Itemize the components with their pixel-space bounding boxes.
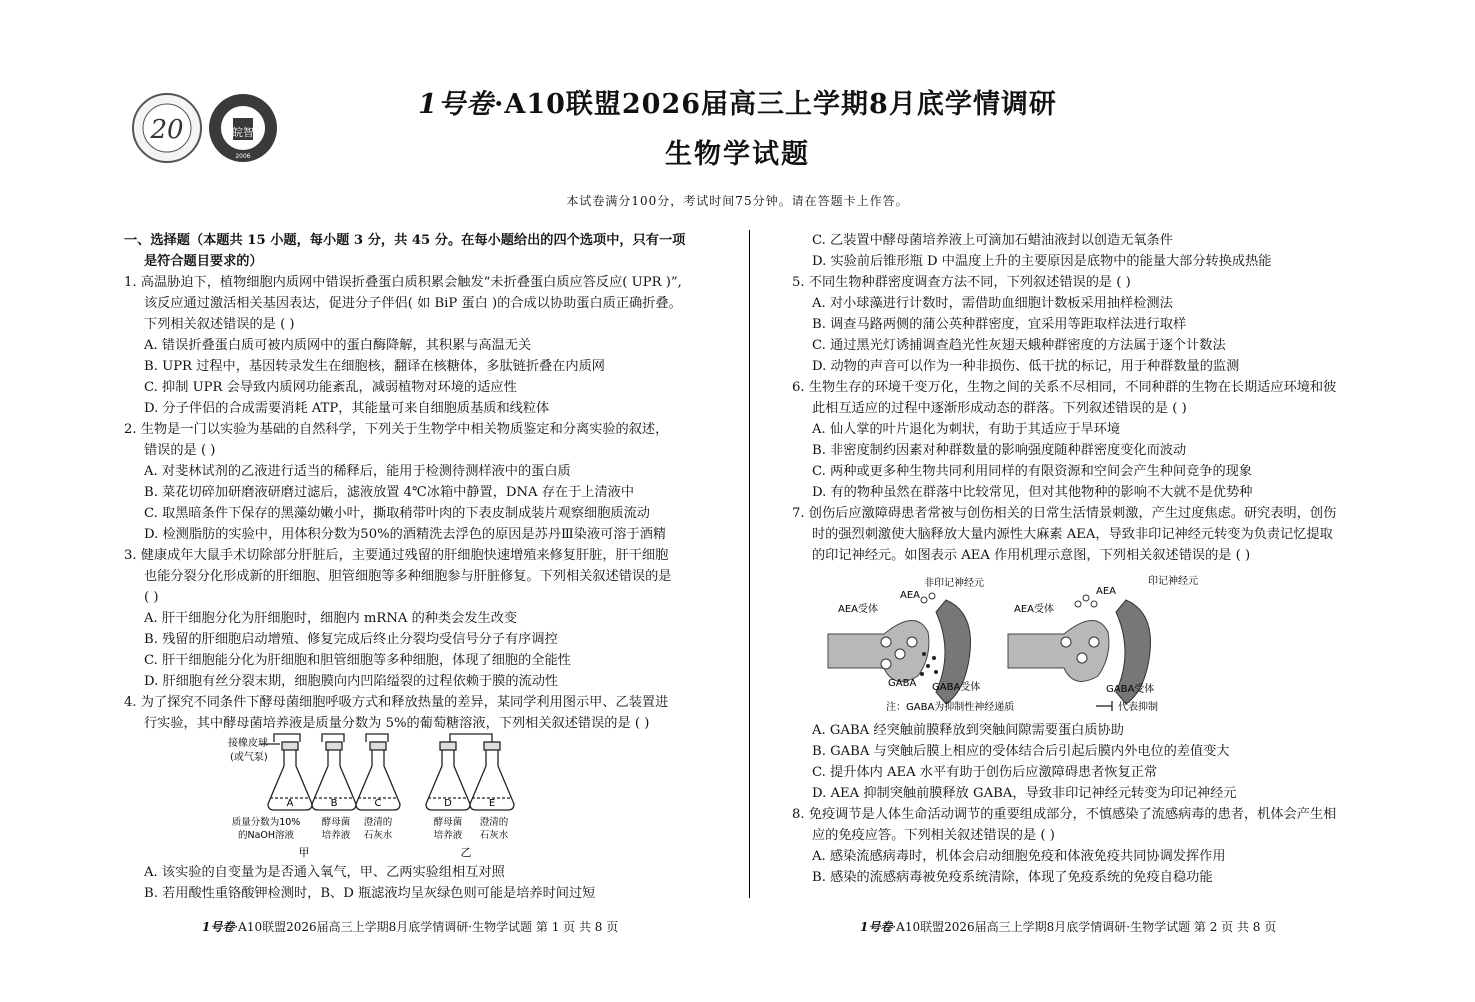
q3-option-d: D. 肝细胞有丝分裂末期，细胞膜向内凹陷缢裂的过程依赖于膜的流动性 xyxy=(144,674,559,689)
left-column xyxy=(124,230,739,734)
flask-e-letter: E xyxy=(488,798,496,809)
q8-option-b: B. 感染的流感病毒被免疫系统清除，体现了免疫系统的免疫自稳功能 xyxy=(812,870,1213,885)
q7-option-a: A. GABA 经突触前膜释放到突触间隙需要蛋白质协助 xyxy=(812,723,1124,738)
q6-option-c: C. 两种或更多种生物共同利用同样的有限资源和空间会产生种间竞争的现象 xyxy=(812,464,1253,479)
q2-stem: 2. 生物是一门以实验为基础的自然科学，下列关于生物学中相关物质鉴定和分离实验的叙述， xyxy=(124,422,669,437)
q4-option-b: B. 若用酸性重铬酸钾检测时，B、D 瓶滤液均呈灰绿色则可能是培养时间过短 xyxy=(144,886,596,901)
q7-option-c: C. 提升体内 AEA 水平有助于创伤后应激障碍患者恢复正常 xyxy=(812,765,1158,780)
inhibition-legend: 代表抑制 xyxy=(1118,702,1158,713)
q3-stem: 3. 健康成年大鼠手术切除部分肝脏后，主要通过残留的肝细胞快速增殖来修复肝脏，肝干细胞 xyxy=(124,548,669,563)
flask-c-label-2: 石灰水 xyxy=(363,830,393,841)
vesicle xyxy=(1061,637,1071,647)
q1-stem: 1. 高温胁迫下，植物细胞内质网中错误折叠蛋白质积累会触发“未折叠蛋白质应答反应( UPR )”, xyxy=(124,275,682,290)
imprint-label: 印记神经元 xyxy=(1148,576,1198,587)
footer-right-text: ·A10联盟2026届高三上学期8月底学情调研·生物学试题 第 2 页 共 8 页 xyxy=(892,920,1277,934)
vesicle xyxy=(881,659,891,669)
flask-d-label-2: 培养液 xyxy=(433,830,463,841)
q1-stem-2: 该反应通过激活相关基因表达，促进分子伴侣( 如 BiP 蛋白 )的合成以协助蛋白质正确折叠。 xyxy=(144,296,682,311)
gaba-receptor-label-2: GABA受体 xyxy=(1106,684,1155,695)
q7-option-d: D. AEA 抑制突触前膜释放 GABA，导致非印记神经元转变为印记神经元 xyxy=(812,786,1237,801)
wanzhi-logo-year: 2006 xyxy=(235,153,251,160)
section-header-cont: 是符合题目要求的） xyxy=(144,254,263,269)
q6-stem-2: 此相互适应的过程中逐渐形成动态的群落。下列叙述错误的是 ( ) xyxy=(812,401,1187,416)
q6-option-a: A. 仙人掌的叶片退化为刺状，有助于其适应于旱环境 xyxy=(812,422,1121,437)
q7-option-b: B. GABA 与突触后膜上相应的受体结合后引起后膜内外电位的差值变大 xyxy=(812,744,1230,759)
q3-option-b: B. 残留的肝细胞启动增殖、修复完成后终止分裂均受信号分子有序调控 xyxy=(144,632,558,647)
presynaptic-terminal-2 xyxy=(1008,620,1109,681)
flask-e-label-1: 澄清的 xyxy=(479,817,509,828)
flask-b-label-1: 酵母菌 xyxy=(321,817,351,828)
right-column xyxy=(792,230,1392,566)
q7-stem-2: 时的强烈刺激使大脑释放大量内源性大麻素 AEA，导致非印记神经元转变为负责记忆提取 xyxy=(812,527,1333,542)
q3-option-c: C. 肝干细胞能分化为肝细胞和胆管细胞等多种细胞，体现了细胞的全能性 xyxy=(144,653,571,668)
q1-option-d: D. 分子伴侣的合成需要消耗 ATP，其能量可来自细胞质基质和线粒体 xyxy=(144,401,550,416)
vesicle xyxy=(907,637,917,647)
flask-a-label-1: 质量分数为10% xyxy=(231,817,301,828)
q8-option-a: A. 感染流感病毒时，机体会启动细胞免疫和体液免疫共同协调发挥作用 xyxy=(812,849,1226,864)
group-yi-label: 乙 xyxy=(460,846,472,859)
q3-option-a: A. 肝干细胞分化为肝细胞时，细胞内 mRNA 的种类会发生改变 xyxy=(144,611,518,626)
q7-stem-3: 的印记神经元。如图表示 AEA 作用机理示意图，下列相关叙述错误的是 ( ) xyxy=(812,548,1251,563)
q2-option-b: B. 菜花切碎加研磨液研磨过滤后，滤液放置 4℃冰箱中静置，DNA 存在于上清液中 xyxy=(144,485,635,500)
section-header: 一、选择题（本题共 15 小题，每小题 3 分，共 45 分。在每小题给出的四个选项中，只有一项 xyxy=(124,233,686,248)
exam-subtitle: 生物学试题 xyxy=(665,139,810,170)
q1-option-b: B. UPR 过程中，基因转录发生在细胞核，翻译在核糖体，多肽链折叠在内质网 xyxy=(144,359,605,374)
non-imprint-label: 非印记神经元 xyxy=(924,578,984,589)
flask-d-label-1: 酵母菌 xyxy=(433,817,463,828)
q4-option-c: C. 乙装置中酵母菌培养液上可滴加石蜡油液封以创造无氧条件 xyxy=(812,233,1173,248)
aea-receptor-label-1: AEA受体 xyxy=(838,604,878,615)
flask-b-letter: B xyxy=(330,798,338,809)
flask-e-label-2: 石灰水 xyxy=(479,830,509,841)
q5-option-c: C. 通过黑光灯诱捕调查趋光性灰翅天蛾种群密度的方法属于逐个计数法 xyxy=(812,338,1226,353)
q6-option-d: D. 有的物种虽然在群落中比较常见，但对其他物种的影响不大就不是优势种 xyxy=(812,485,1253,500)
footer-right-brand: 1号卷 xyxy=(860,920,893,934)
q5-stem: 5. 不同生物种群密度调查方法不同，下列叙述错误的是 ( ) xyxy=(792,275,1131,290)
presynaptic-terminal-1 xyxy=(828,620,929,681)
left-column-bottom xyxy=(124,862,739,904)
q2-option-c: C. 取黑暗条件下保存的黑藻幼嫩小叶，撕取稍带叶肉的下表皮制成装片观察细胞质流动 xyxy=(144,506,650,521)
q7-stem: 7. 创伤后应激障碍患者常被与创伤相关的日常生活情景刺激，产生过度焦虑。研究表明，创伤 xyxy=(792,506,1337,521)
gaba-receptor-label-1: GABA受体 xyxy=(932,682,981,693)
q8-stem: 8. 免疫调节是人体生命活动调节的重要组成部分，不慎感染了流感病毒的患者，机体会产生相 xyxy=(792,807,1337,822)
footer-right xyxy=(860,918,1276,935)
q2-option-d: D. 检测脂肪的实验中，用体积分数为50%的酒精洗去浮色的原因是苏丹Ⅲ染液可溶于酒精 xyxy=(144,527,667,542)
group-jia-label: 甲 xyxy=(298,846,310,859)
footer-left-text: ·A10联盟2026届高三上学期8月底学情调研·生物学试题 第 1 页 共 8 页 xyxy=(234,920,619,934)
pump-label-2: (或气泵) xyxy=(230,752,268,763)
vesicle xyxy=(1089,637,1099,647)
exam-title-text: ·A10联盟2026届高三上学期8月底学情调研 xyxy=(493,89,1057,120)
right-column-bottom xyxy=(792,720,1392,888)
brand-mark: 1号卷 xyxy=(418,89,494,120)
flask-c-letter: C xyxy=(374,798,382,809)
aea-label-1: AEA xyxy=(900,590,920,601)
footer-left-brand: 1号卷 xyxy=(202,920,235,934)
column-divider xyxy=(749,230,750,898)
q2-stem-2: 错误的是 ( ) xyxy=(144,443,216,458)
vesicle xyxy=(881,637,891,647)
q6-stem: 6. 生物生存的环境千变万化，生物之间的关系不尽相同，不同种群的生物在长期适应环境和彼 xyxy=(792,380,1337,395)
vesicle xyxy=(1077,653,1087,663)
q3-stem-3: ( ) xyxy=(144,590,159,605)
figure-footnote: 注：GABA为抑制性神经递质 xyxy=(886,702,1015,713)
q5-option-d: D. 动物的声音可以作为一种非损伤、低干扰的标记，用于种群数量的监测 xyxy=(812,359,1240,374)
q1-option-c: C. 抑制 UPR 会导致内质网功能紊乱，减弱植物对环境的适应性 xyxy=(144,380,517,395)
q1-option-a: A. 错误折叠蛋白质可被内质网中的蛋白酶降解，其积累与高温无关 xyxy=(144,338,532,353)
flask-c-label-1: 澄清的 xyxy=(363,817,393,828)
q4-stem-2: 行实验，其中酵母菌培养液是质量分数为 5%的葡萄糖溶液，下列相关叙述错误的是 ( ) xyxy=(144,716,650,731)
gaba-label: GABA xyxy=(888,678,917,689)
q6-option-b: B. 非密度制约因素对种群数量的影响强度随种群密度变化而波动 xyxy=(812,443,1187,458)
q4-option-d: D. 实验前后锥形瓶 D 中温度上升的主要原因是底物中的能量大部分转换成热能 xyxy=(812,254,1272,269)
q7-synapse-figure xyxy=(824,572,1344,718)
exam-note: 本试卷满分100分，考试时间75分钟。请在答题卡上作答。 xyxy=(566,194,909,208)
q4-option-a: A. 该实验的自变量为是否通入氧气，甲、乙两实验组相互对照 xyxy=(144,865,505,880)
q3-stem-2: 也能分裂分化形成新的肝细胞、胆管细胞等多种细胞参与肝脏修复。下列相关叙述错误的是 xyxy=(144,569,672,584)
pump-label-1: 接橡皮球 xyxy=(228,738,268,749)
aea-receptor-label-2: AEA受体 xyxy=(1014,604,1054,615)
flask-b-label-2: 培养液 xyxy=(321,830,351,841)
q8-stem-2: 应的免疫应答。下列相关叙述错误的是 ( ) xyxy=(812,828,1055,843)
q4-apparatus-figure xyxy=(222,732,522,860)
q4-stem: 4. 为了探究不同条件下酵母菌细胞呼吸方式和释放热量的差异，某同学利用图示甲、乙装置进 xyxy=(124,695,669,710)
q2-option-a: A. 对斐林试剂的乙液进行适当的稀释后，能用于检测待测样液中的蛋白质 xyxy=(144,464,571,479)
alliance-logo-number: 20 xyxy=(150,115,184,145)
flask-a-label-2: 的NaOH溶液 xyxy=(237,830,295,841)
vesicle xyxy=(895,649,905,659)
q1-stem-3: 下列相关叙述错误的是 ( ) xyxy=(144,317,295,332)
flask-a-letter: A xyxy=(286,798,294,809)
footer-left xyxy=(202,918,618,935)
flask-d-letter: D xyxy=(444,798,452,809)
aea-label-2: AEA xyxy=(1096,586,1116,597)
wanzhi-logo-text: 皖智 xyxy=(232,126,254,139)
q5-option-b: B. 调查马路两侧的蒲公英种群密度，宜采用等距取样法进行取样 xyxy=(812,317,1187,332)
q5-option-a: A. 对小球藻进行计数时，需借助血细胞计数板采用抽样检测法 xyxy=(812,296,1173,311)
exam-title xyxy=(0,82,1475,121)
